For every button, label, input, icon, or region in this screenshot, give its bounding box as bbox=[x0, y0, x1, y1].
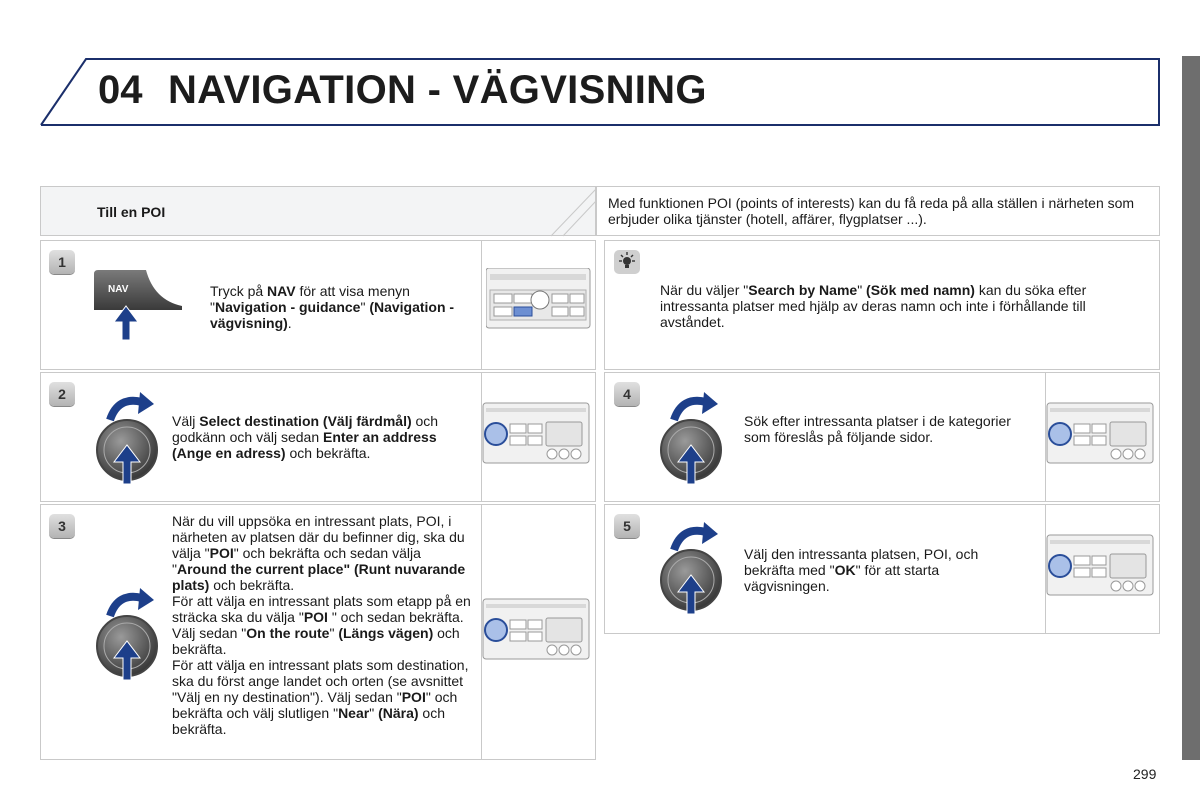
rotary-knob-icon bbox=[660, 520, 726, 621]
page-number: 299 bbox=[1133, 766, 1157, 782]
chapter-side-tab bbox=[1182, 56, 1200, 760]
rotary-knob-icon bbox=[96, 586, 162, 687]
step-1-text: Tryck på NAV för att visa menyn "Navigation - guidance" (Navigation - vägvisning). bbox=[210, 283, 455, 331]
tip-text: När du väljer "Search by Name" (Sök med namn) kan du söka efter intressanta platser med hjälp av deras namn och inte i förhållande till avståndet. bbox=[660, 282, 1087, 330]
step-4-badge: 4 bbox=[614, 382, 640, 406]
nav-key-label: NAV bbox=[108, 284, 129, 295]
radio-panel-knob-highlight bbox=[1046, 402, 1156, 471]
step-1-badge: 1 bbox=[49, 250, 75, 274]
chapter-header bbox=[40, 58, 1160, 126]
divider-diagonal bbox=[541, 187, 597, 237]
step-3-paragraph: När du vill uppsöka en intressant plats, POI, i närheten av platsen där du befinner dig, ska du välja "POI" och bekräfta och sedan välja "Around the current place" (Runt nuvarande plats) och bekräfta. bbox=[172, 513, 466, 593]
step-3-text bbox=[172, 513, 472, 737]
step-4-text: Sök efter intressanta platser i de kategorier som föreslås på följande sidor. bbox=[744, 413, 1011, 445]
step-3-paragraph: För att välja en intressant plats som destination, ska du först ange landet och orten (se avsnittet "Välj en ny destination"). Välj sedan "POI" och bekräfta och välj slutligen "Near" (Nära) och bekräfta. bbox=[172, 657, 469, 737]
intro-title: Till en POI bbox=[97, 204, 166, 220]
rotary-knob-icon bbox=[660, 390, 726, 491]
chapter-title: NAVIGATION - VÄGVISNING bbox=[168, 68, 707, 112]
intro-title-panel bbox=[40, 186, 596, 236]
nav-button-illustration bbox=[94, 270, 184, 347]
rotary-knob-icon bbox=[96, 390, 162, 491]
radio-panel-knob-highlight bbox=[482, 402, 592, 471]
step-2-text: Välj Select destination (Välj färdmål) och godkänn och välj sedan Enter an address (Ange en adress) och bekräfta. bbox=[172, 413, 439, 461]
step-5-text: Välj den intressanta platsen, POI, och bekräfta med "OK" för att starta vägvisningen. bbox=[744, 546, 979, 594]
radio-panel-nav-highlight bbox=[486, 268, 592, 335]
intro-description: Med funktionen POI (points of interests) kan du få reda på alla ställen i närheten som erbjuder olika tjänster (hotell, affärer, flygplatser ...). bbox=[608, 195, 1135, 227]
radio-panel-knob-highlight bbox=[1046, 534, 1156, 603]
lightbulb-icon bbox=[614, 250, 640, 279]
step-5-badge: 5 bbox=[614, 514, 640, 538]
step-2-badge: 2 bbox=[49, 382, 75, 406]
step-3-badge: 3 bbox=[49, 514, 75, 538]
radio-panel-knob-highlight bbox=[482, 598, 592, 667]
chapter-number: 04 bbox=[98, 68, 143, 112]
step-3-paragraph: För att välja en intressant plats som etapp på en sträcka ska du välja "POI " och sedan bekräfta. Välj sedan "On the route" (Längs vägen) och bekräfta. bbox=[172, 593, 471, 657]
